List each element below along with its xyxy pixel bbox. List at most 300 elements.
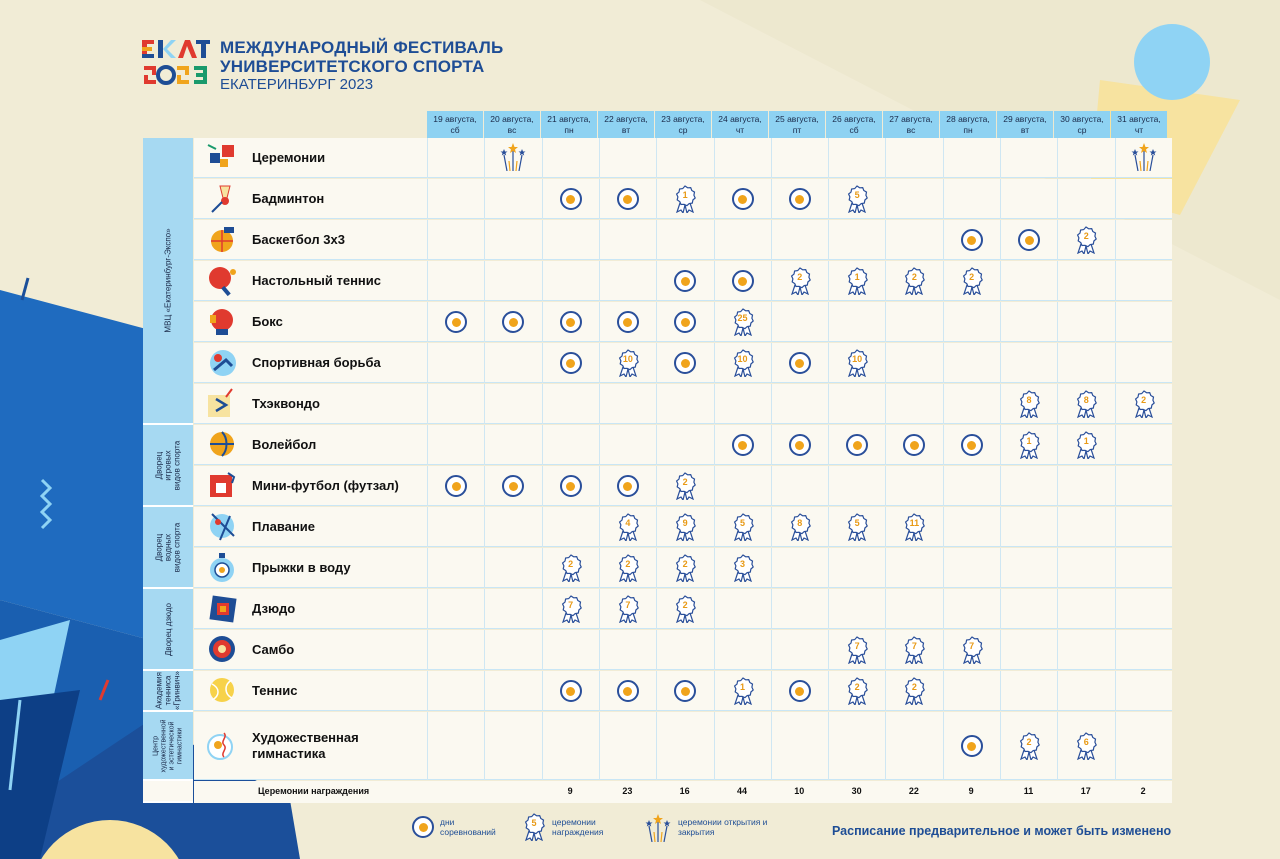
schedule-cell: [828, 179, 885, 219]
schedule-cell: [1057, 589, 1114, 629]
schedule-cell: [484, 548, 541, 588]
schedule-cell: [885, 712, 942, 780]
schedule-cell: [542, 220, 599, 260]
header: [142, 38, 503, 93]
day-date: 30 августа,: [1060, 114, 1104, 124]
medal-icon: [845, 677, 869, 705]
medal-count: 7: [911, 641, 917, 651]
schedule-cell: [771, 261, 828, 301]
competition-day-icon: [560, 352, 582, 374]
medal-icon: [902, 677, 926, 705]
schedule-cell: [828, 589, 885, 629]
schedule-cell: [599, 343, 656, 383]
schedule-cell: [484, 712, 541, 780]
venue-label: [143, 712, 193, 781]
volleyball-icon: [206, 428, 240, 462]
schedule-cell: [1115, 138, 1172, 178]
day-date: 21 августа,: [547, 114, 591, 124]
sport-cell: [194, 302, 427, 342]
medal-icon: [788, 267, 812, 295]
medal-icon: [1017, 732, 1041, 760]
schedule-cell: [828, 630, 885, 670]
schedule-cell: [714, 630, 771, 670]
schedule-cell: [656, 261, 713, 301]
schedule-cell: [484, 343, 541, 383]
medal-count: 2: [911, 682, 917, 692]
sport-cell: [194, 343, 427, 383]
schedule-cell: [943, 712, 1000, 780]
schedule-cell: [1057, 261, 1114, 301]
schedule-cell: [656, 548, 713, 588]
medal-count: 10: [737, 354, 748, 364]
schedule-cell: [656, 589, 713, 629]
schedule-cell: [484, 425, 541, 465]
sport-cell: [194, 712, 427, 780]
schedule-cell: [656, 671, 713, 711]
sport-name: Баскетбол 3х3: [252, 232, 345, 247]
schedule-cell: [1115, 507, 1172, 547]
schedule-cell: [656, 343, 713, 383]
tennis-icon: [206, 674, 240, 708]
schedule-cell: [885, 507, 942, 547]
schedule-cell: [1057, 384, 1114, 424]
schedule-row: [194, 425, 1172, 465]
schedule-cell: [656, 302, 713, 342]
medal-icon: [1074, 390, 1098, 418]
schedule-cell: [828, 302, 885, 342]
schedule-cell: [1115, 261, 1172, 301]
medal-count: 1: [854, 272, 860, 282]
schedule-cell: [1000, 261, 1057, 301]
sport-cell: [194, 548, 427, 588]
schedule-cell: [714, 466, 771, 506]
medal-icon: [559, 595, 583, 623]
day-header: [940, 111, 996, 138]
sport-name: Спортивная борьба: [252, 355, 381, 370]
schedule-cell: [1000, 589, 1057, 629]
day-date: 25 августа,: [775, 114, 819, 124]
schedule-cell: [484, 220, 541, 260]
competition-day-icon: [903, 434, 925, 456]
day-weekday: вс: [507, 125, 517, 135]
medal-count: 2: [682, 600, 688, 610]
competition-day-icon: [732, 434, 754, 456]
competition-day-icon: [502, 311, 524, 333]
medal-count: 11: [909, 518, 920, 528]
schedule-cell: [771, 138, 828, 178]
legend-opening-closing-label: церемонии открытия и закрытия: [678, 817, 768, 837]
sport-cell: [194, 138, 427, 178]
medal-icon: [673, 472, 697, 500]
schedule-cell: [828, 384, 885, 424]
schedule-row: [194, 138, 1172, 178]
schedule-cell: [828, 220, 885, 260]
medal-count: 8: [1083, 395, 1089, 405]
schedule-cell: [427, 712, 484, 780]
medal-count: 1: [1026, 436, 1032, 446]
schedule-cell: [943, 548, 1000, 588]
schedule-cell: [714, 384, 771, 424]
medal-count: 7: [969, 641, 975, 651]
competition-day-icon: [674, 311, 696, 333]
schedule-cell: [714, 712, 771, 780]
schedule-cell: [1000, 179, 1057, 219]
day-weekday: вс: [906, 125, 916, 135]
schedule-cell: [885, 138, 942, 178]
venue-label: [143, 589, 193, 671]
medal-icon: [522, 813, 546, 841]
schedule-cell: [1057, 712, 1114, 780]
medal-icon: [1074, 732, 1098, 760]
schedule-cell: [943, 466, 1000, 506]
award-total-value: 11: [1023, 786, 1034, 796]
medal-count: 2: [969, 272, 975, 282]
schedule-cell: [885, 302, 942, 342]
schedule-disclaimer: Расписание предварительное и может быть изменено: [832, 824, 1172, 838]
schedule-cell: [828, 343, 885, 383]
competition-day-icon: [732, 188, 754, 210]
venue-name: Академия тенниса «Гринвич»: [154, 671, 182, 711]
schedule-cell: [714, 548, 771, 588]
legend-award-ceremonies-label: церемонии награждения: [552, 817, 604, 837]
sport-cell: [194, 671, 427, 711]
competition-day-icon: [560, 475, 582, 497]
schedule-cell: [714, 261, 771, 301]
schedule-cell: [1057, 671, 1114, 711]
medal-icon: [845, 267, 869, 295]
schedule-cell: [943, 179, 1000, 219]
schedule-cell: [656, 179, 713, 219]
schedule-cell: [656, 630, 713, 670]
day-date: 22 августа,: [604, 114, 648, 124]
medal-icon: [731, 554, 755, 582]
medal-icon: [902, 267, 926, 295]
sport-name: Тхэквондо: [252, 396, 320, 411]
medal-count: 9: [682, 518, 688, 528]
schedule-cell: [1000, 302, 1057, 342]
schedule-cell: [1057, 179, 1114, 219]
fireworks-icon: [644, 812, 672, 842]
day-date: 27 августа,: [889, 114, 933, 124]
day-header: [883, 111, 939, 138]
schedule-cell: [828, 712, 885, 780]
rhythmic-gymnastics-icon: [206, 729, 240, 763]
sport-name: Плавание: [252, 519, 315, 534]
schedule-cell: [427, 425, 484, 465]
competition-day-icon: [617, 311, 639, 333]
schedule-cell: [771, 712, 828, 780]
schedule-cell: [1000, 220, 1057, 260]
competition-day-icon: [560, 311, 582, 333]
schedule-row: [194, 261, 1172, 301]
schedule-cell: [599, 466, 656, 506]
schedule-cell: [484, 466, 541, 506]
medal-icon: [960, 636, 984, 664]
medal-icon: [788, 513, 812, 541]
schedule-cell: [542, 589, 599, 629]
schedule-cell: [828, 466, 885, 506]
day-header: [1054, 111, 1110, 138]
legend-competition-days-label: дни соревнований: [440, 817, 496, 837]
schedule-cell: [1000, 712, 1057, 780]
schedule-cell: [542, 712, 599, 780]
award-totals-row: [194, 781, 1172, 803]
competition-day-icon: [674, 270, 696, 292]
sport-name: Теннис: [252, 683, 298, 698]
schedule-cell: [1057, 630, 1114, 670]
schedule-row: [194, 712, 1172, 780]
legend: [412, 812, 810, 842]
schedule-cell: [771, 466, 828, 506]
logo: [142, 38, 210, 88]
venue-label: [143, 138, 193, 425]
competition-day-icon: [846, 434, 868, 456]
day-header: [541, 111, 597, 138]
schedule-cell: [427, 589, 484, 629]
schedule-cell: [542, 343, 599, 383]
sport-cell: [194, 425, 427, 465]
venue-spacer: [143, 781, 193, 803]
schedule-cell: [427, 138, 484, 178]
medal-icon: [673, 185, 697, 213]
schedule-cell: [885, 179, 942, 219]
table-tennis-icon: [206, 264, 240, 298]
day-weekday: пн: [564, 125, 574, 135]
schedule-cell: [542, 630, 599, 670]
medal-icon: [559, 554, 583, 582]
day-weekday: пн: [963, 125, 973, 135]
schedule-cell: [1057, 302, 1114, 342]
schedule-row: [194, 507, 1172, 547]
medal-icon: [845, 636, 869, 664]
medal-count: 5: [854, 518, 860, 528]
schedule-cell: [1115, 179, 1172, 219]
schedule-cell: [1115, 384, 1172, 424]
day-header: [598, 111, 654, 138]
competition-day-icon: [789, 680, 811, 702]
sport-cell: [194, 630, 427, 670]
day-weekday: пт: [792, 125, 802, 135]
schedule-cell: [656, 425, 713, 465]
schedule-cell: [1115, 671, 1172, 711]
day-header: [712, 111, 768, 138]
schedule-cell: [1000, 466, 1057, 506]
competition-day-icon: [617, 188, 639, 210]
schedule-cell: [656, 466, 713, 506]
sport-cell: [194, 466, 427, 506]
medal-count: 2: [854, 682, 860, 692]
schedule-cell: [599, 671, 656, 711]
medal-count: 7: [568, 600, 574, 610]
day-header: [484, 111, 540, 138]
day-header: [769, 111, 825, 138]
schedule-cell: [599, 261, 656, 301]
schedule-cell: [656, 138, 713, 178]
schedule-cell: [828, 671, 885, 711]
schedule-cell: [885, 630, 942, 670]
medal-count: 4: [625, 518, 631, 528]
schedule-cell: [542, 466, 599, 506]
day-date: 24 августа,: [718, 114, 762, 124]
day-weekday: ср: [678, 125, 688, 135]
venue-label: [143, 507, 193, 589]
schedule-row: [194, 589, 1172, 629]
sport-name: Настольный теннис: [252, 273, 381, 288]
day-header: [997, 111, 1053, 138]
schedule-cell: [771, 548, 828, 588]
day-header: [826, 111, 882, 138]
schedule-cell: [885, 671, 942, 711]
schedule-cell: [1115, 548, 1172, 588]
day-date: 31 августа,: [1117, 114, 1161, 124]
sport-cell: [194, 589, 427, 629]
medal-count: 2: [625, 559, 631, 569]
schedule-cell: [1000, 138, 1057, 178]
schedule-cell: [943, 138, 1000, 178]
competition-day-icon: [674, 352, 696, 374]
schedule-cell: [714, 138, 771, 178]
swimming-icon: [206, 510, 240, 544]
schedule-cell: [427, 630, 484, 670]
award-total-value: 2: [1140, 786, 1146, 796]
schedule-cell: [771, 589, 828, 629]
schedule-row: [194, 548, 1172, 588]
schedule-cell: [427, 466, 484, 506]
taekwondo-icon: [206, 387, 240, 421]
competition-day-icon: [961, 434, 983, 456]
medal-icon: [845, 513, 869, 541]
schedule-cell: [427, 220, 484, 260]
medal-icon: [902, 513, 926, 541]
schedule-cell: [885, 425, 942, 465]
day-weekday: чт: [735, 125, 745, 135]
schedule-cell: [885, 548, 942, 588]
schedule-cell: [1000, 384, 1057, 424]
schedule-cell: [427, 384, 484, 424]
schedule-cell: [484, 589, 541, 629]
schedule-cell: [542, 302, 599, 342]
award-total-value: 16: [679, 786, 690, 796]
schedule-cell: [771, 630, 828, 670]
medal-count: 5: [854, 190, 860, 200]
venue-name: Дворец дзюдо: [163, 602, 173, 656]
schedule-cell: [943, 507, 1000, 547]
legend-award-ceremonies: [522, 813, 622, 841]
venue-name: Дворец игровых видов спорта: [154, 440, 182, 490]
fireworks-icon: [499, 141, 527, 175]
day-header: [1111, 111, 1167, 138]
fireworks-icon: [1130, 141, 1158, 175]
schedule-cell: [427, 179, 484, 219]
schedule-cell: [1000, 343, 1057, 383]
sport-cell: [194, 507, 427, 547]
sport-name: Дзюдо: [252, 601, 296, 616]
medal-count: 2: [568, 559, 574, 569]
schedule-cell: [427, 507, 484, 547]
competition-day-icon: [789, 352, 811, 374]
schedule-cell: [1057, 138, 1114, 178]
medal-count: 10: [622, 354, 633, 364]
day-weekday: чт: [1134, 125, 1144, 135]
futsal-icon: [206, 469, 240, 503]
schedule-cell: [1000, 507, 1057, 547]
ceremony-icon: [206, 141, 240, 175]
schedule-cell: [1000, 425, 1057, 465]
boxing-icon: [206, 305, 240, 339]
schedule-cell: [656, 712, 713, 780]
sport-name: Волейбол: [252, 437, 317, 452]
schedule-cell: [714, 220, 771, 260]
medal-icon: [673, 554, 697, 582]
day-weekday: ср: [1077, 125, 1087, 135]
award-totals-label: Церемонии награждения: [258, 786, 370, 796]
schedule-cell: [542, 261, 599, 301]
schedule-cell: [714, 343, 771, 383]
competition-day-icon: [412, 816, 434, 838]
schedule-cell: [943, 589, 1000, 629]
medal-count: 2: [682, 477, 688, 487]
schedule-cell: [484, 630, 541, 670]
medal-count: 7: [854, 641, 860, 651]
legend-competition-days: [412, 816, 500, 838]
medal-icon: [902, 636, 926, 664]
schedule-cell: [771, 302, 828, 342]
medal-count: 5: [531, 818, 537, 828]
schedule-cell: [542, 384, 599, 424]
schedule-cell: [599, 589, 656, 629]
medal-count: 2: [797, 272, 803, 282]
venue-label: [143, 671, 193, 712]
schedule-cell: [484, 261, 541, 301]
schedule-cell: [771, 343, 828, 383]
schedule-cell: [599, 138, 656, 178]
schedule-cell: [599, 425, 656, 465]
schedule-cell: [771, 671, 828, 711]
medal-count: 25: [737, 313, 748, 323]
sport-cell: [194, 261, 427, 301]
sport-name: Самбо: [252, 642, 295, 657]
schedule-cell: [1115, 712, 1172, 780]
medal-count: 6: [1083, 737, 1089, 747]
day-date: 28 августа,: [946, 114, 990, 124]
sport-cell: [194, 384, 427, 424]
schedule-cell: [828, 261, 885, 301]
sport-name: Мини-футбол (футзал): [252, 478, 399, 493]
schedule-cell: [1057, 507, 1114, 547]
medal-icon: [1017, 390, 1041, 418]
schedule-cell: [1115, 220, 1172, 260]
medal-count: 2: [682, 559, 688, 569]
schedule-cell: [771, 220, 828, 260]
medal-count: 7: [625, 600, 631, 610]
award-total-value: 44: [736, 786, 747, 796]
competition-day-icon: [617, 680, 639, 702]
schedule-cell: [484, 384, 541, 424]
schedule-cell: [599, 302, 656, 342]
festival-title-line2: УНИВЕРСИТЕТСКОГО СПОРТА: [220, 57, 485, 76]
medal-icon: [673, 595, 697, 623]
medal-icon: [616, 554, 640, 582]
medal-count: 2: [1083, 231, 1089, 241]
schedule-row: [194, 343, 1172, 383]
day-weekday: сб: [450, 125, 460, 135]
schedule-cell: [599, 179, 656, 219]
schedule-cell: [943, 425, 1000, 465]
schedule-cell: [885, 343, 942, 383]
award-total-value: 23: [622, 786, 633, 796]
schedule-cell: [599, 507, 656, 547]
schedule-cell: [943, 302, 1000, 342]
